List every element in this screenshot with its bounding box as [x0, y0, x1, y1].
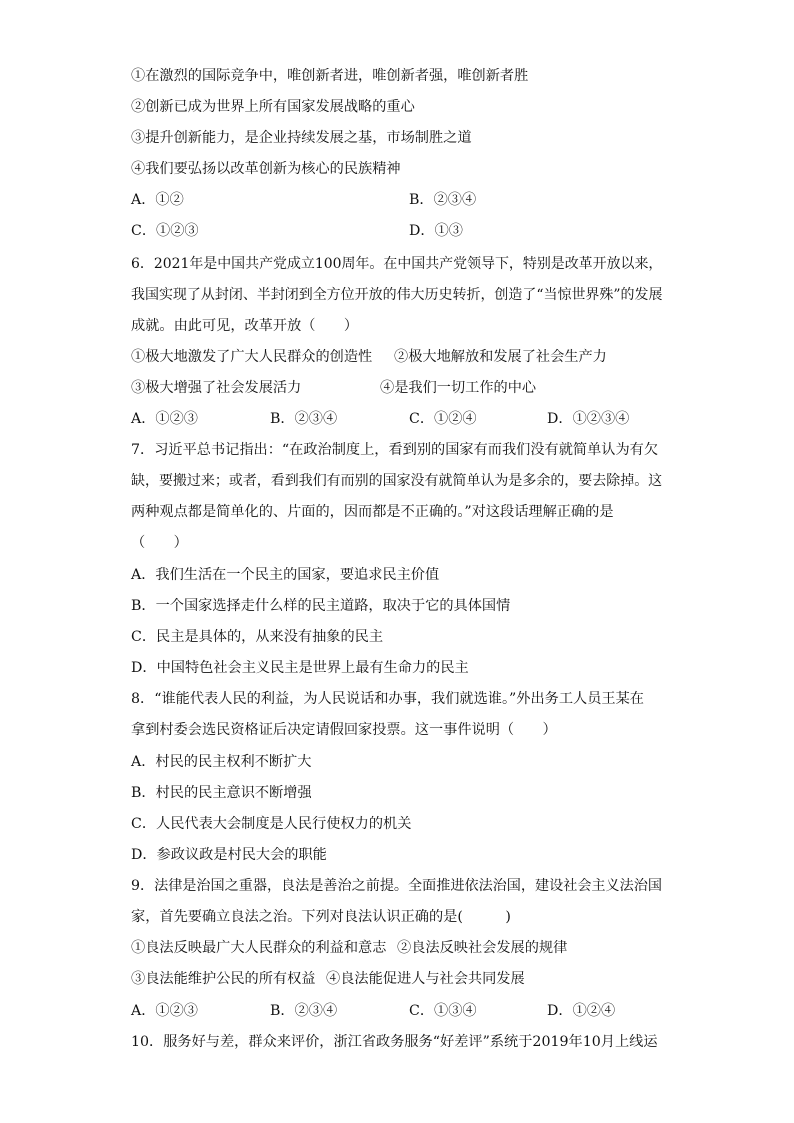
q8-option-d: D．参政议政是村民大会的职能: [131, 847, 327, 863]
q8-option-b: B．村民的民主意识不断增强: [131, 785, 312, 801]
q8-option-c: C．人民代表大会制度是人民行使权力的机关: [131, 816, 412, 832]
q9-item-3: ③良法能维护公民的所有权益: [131, 971, 316, 987]
q9-stem-line-1: 9．法律是治国之重器，良法是善治之前提。全面推进依法治国，建设社会主义法治国: [131, 878, 662, 894]
q6-item-2: ②极大地解放和发展了社会生产力: [394, 349, 607, 365]
q5-option-a: A．①②: [131, 192, 184, 208]
q9-option-c: C．①③④: [409, 1003, 477, 1019]
q8-stem-line-1: 8．“谁能代表人民的利益，为人民说话和办事，我们就选谁。”外出务工人员王某在: [131, 691, 644, 707]
q7-stem-line-3: 两种观点都是简单化的、片面的，因而都是不正确的。”对这段话理解正确的是: [131, 504, 614, 520]
q8-stem-line-2: 拿到村委会选民资格证后决定请假回家投票。这一事件说明（ ）: [131, 722, 557, 738]
q6-stem-line-3: 成就。由此可见，改革开放（ ）: [131, 318, 359, 334]
q9-option-d: D．①②④: [547, 1003, 616, 1019]
q6-stem-line-1: 6．2021年是中国共产党成立100周年。在中国共产党领导下，特别是改革开放以来，: [131, 256, 663, 272]
q6-item-1: ①极大地激发了广大人民群众的创造性: [131, 349, 373, 365]
q5-item-1: ①在激烈的国际竞争中，唯创新者进，唯创新者强，唯创新者胜: [131, 68, 529, 84]
q7-stem-line-1: 7．习近平总书记指出：“在政治制度上，看到别的国家有而我们没有就简单认为有欠: [131, 442, 659, 458]
q6-item-3: ③极大增强了社会发展活力: [131, 380, 302, 396]
q7-stem-line-4: （ ）: [131, 535, 188, 551]
q10-stem-line-1: 10．服务好与差，群众来评价，浙江省政务服务“好差评”系统于2019年10月上线运: [131, 1034, 658, 1050]
q5-option-c: C．①②③: [131, 223, 199, 239]
q8-option-a: A．村民的民主权利不断扩大: [131, 754, 312, 770]
q7-option-c: C．民主是具体的，从来没有抽象的民主: [131, 629, 384, 645]
q5-option-b: B．②③④: [409, 192, 477, 208]
q9-option-b: B．②③④: [270, 1003, 338, 1019]
q5-item-3: ③提升创新能力，是企业持续发展之基，市场制胜之道: [131, 130, 472, 146]
q7-option-a: A．我们生活在一个民主的国家，要追求民主价值: [131, 567, 440, 583]
q7-stem-line-2: 缺，要搬过来；或者，看到我们有而别的国家没有就简单认为是多余的，要去除掉。这: [131, 473, 663, 489]
q6-item-4: ④是我们一切工作的中心: [380, 380, 537, 396]
q7-option-b: B．一个国家选择走什么样的民主道路，取决于它的具体国情: [131, 598, 511, 614]
q9-item-4: ④良法能促进人与社会共同发展: [326, 971, 525, 987]
q7-option-d: D．中国特色社会主义民主是世界上最有生命力的民主: [131, 660, 469, 676]
q6-option-c: C．①②④: [409, 411, 477, 427]
q9-option-a: A．①②③: [131, 1003, 198, 1019]
q5-item-4: ④我们要弘扬以改革创新为核心的民族精神: [131, 161, 401, 177]
q6-stem-line-2: 我国实现了从封闭、半封闭到全方位开放的伟大历史转折，创造了“当惊世界殊”的发展: [131, 287, 663, 303]
q6-option-a: A．①②③: [131, 411, 198, 427]
q6-option-b: B．②③④: [270, 411, 338, 427]
q9-item-1: ①良法反映最广大人民群众的利益和意志: [131, 940, 387, 956]
q6-option-d: D．①②③④: [547, 411, 630, 427]
q5-option-d: D．①③: [409, 223, 463, 239]
q9-stem-line-2: 家，首先要确立良法之治。下列对良法认识正确的是( ): [131, 909, 511, 925]
q5-item-2: ②创新已成为世界上所有国家发展战略的重心: [131, 99, 415, 115]
q9-item-2: ②良法反映社会发展的规律: [397, 940, 568, 956]
